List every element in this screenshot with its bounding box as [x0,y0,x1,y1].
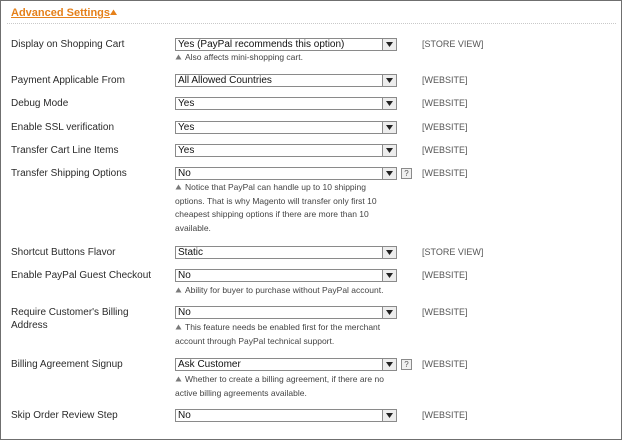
dropdown-button[interactable] [382,307,396,318]
note-text: This feature needs be enabled first for the merchant account through PayPal technical support. [175,322,381,346]
help-button[interactable]: ? [401,168,412,179]
triangle-up-icon [175,376,182,382]
scope-label: [WEBSITE] [422,270,468,280]
scope-label: [WEBSITE] [422,145,468,155]
chevron-down-icon [386,101,393,106]
select-value: No [178,270,191,281]
section-title[interactable]: Advanced Settings [11,7,111,19]
note-text: Ability for buyer to purchase without PayPal account. [185,285,384,295]
scope-label: [WEBSITE] [422,307,468,317]
dropdown-button[interactable] [382,247,396,258]
label-enable-ssl-verification: Enable SSL verification [11,122,115,133]
note-text: Also affects mini-shopping cart. [185,52,303,62]
dropdown-button[interactable] [382,270,396,281]
triangle-up-icon [175,54,182,60]
chevron-down-icon [386,273,393,278]
dropdown-button[interactable] [382,98,396,109]
triangle-up-icon [175,324,182,330]
label-payment-applicable-from: Payment Applicable From [11,75,125,86]
select-debug-mode[interactable] [175,97,397,110]
label-skip-order-review-step: Skip Order Review Step [11,410,118,421]
dropdown-button[interactable] [382,410,396,421]
select-value: All Allowed Countries [178,75,272,86]
select-billing-agreement-signup[interactable] [175,358,397,371]
select-value: Static [178,247,204,258]
chevron-down-icon [386,125,393,130]
select-require-customers-billing-address[interactable] [175,306,397,319]
select-value: No [178,307,191,318]
field-note [175,321,397,348]
scope-label: [WEBSITE] [422,98,468,108]
section-header[interactable] [7,4,616,24]
dropdown-button[interactable] [382,145,396,156]
select-value: Yes [178,122,195,133]
label-enable-paypal-guest-checkout: Enable PayPal Guest Checkout [11,270,152,281]
scope-label: [WEBSITE] [422,168,468,178]
chevron-down-icon [386,148,393,153]
field-note [175,181,397,235]
help-button[interactable]: ? [401,359,412,370]
chevron-down-icon [386,310,393,315]
select-value: Yes (PayPal recommends this option) [178,39,345,50]
chevron-down-icon [386,250,393,255]
triangle-up-icon [175,184,182,190]
select-value: No [178,410,191,421]
select-transfer-shipping-options[interactable] [175,167,397,180]
label-shortcut-buttons-flavor: Shortcut Buttons Flavor [11,247,116,258]
scope-label: [WEBSITE] [422,75,468,85]
select-enable-ssl-verification[interactable] [175,121,397,134]
chevron-down-icon [386,413,393,418]
select-value: Yes [178,98,195,109]
select-value: Yes [178,145,195,156]
scope-label: [WEBSITE] [422,359,468,369]
label-display-on-shopping-cart: Display on Shopping Cart [11,39,125,50]
select-enable-paypal-guest-checkout[interactable] [175,269,397,282]
note-text: Whether to create a billing agreement, if there are no active billing agreements available. [175,374,384,398]
field-note [175,51,397,65]
label-billing-agreement-signup: Billing Agreement Signup [11,359,123,370]
dropdown-button[interactable] [382,122,396,133]
dropdown-button[interactable] [382,75,396,86]
field-note [175,373,397,400]
triangle-up-icon [175,287,182,293]
scope-label: [WEBSITE] [422,122,468,132]
select-display-on-shopping-cart[interactable] [175,38,397,51]
select-transfer-cart-line-items[interactable] [175,144,397,157]
chevron-down-icon [386,171,393,176]
chevron-down-icon [386,42,393,47]
triangle-up-icon[interactable] [109,8,118,17]
dropdown-button[interactable] [382,359,396,370]
scope-label: [WEBSITE] [422,410,468,420]
select-payment-applicable-from[interactable] [175,74,397,87]
field-note [175,284,397,298]
select-value: Ask Customer [178,359,241,370]
dropdown-button[interactable] [382,39,396,50]
label-require-customers-billing-address: Require Customer's Billing Address [11,307,129,331]
label-transfer-shipping-options: Transfer Shipping Options [11,168,127,179]
chevron-down-icon [386,78,393,83]
chevron-down-icon [386,362,393,367]
select-skip-order-review-step[interactable] [175,409,397,422]
select-shortcut-buttons-flavor[interactable] [175,246,397,259]
note-text: Notice that PayPal can handle up to 10 shipping options. That is why Magento will transfer only first 10 cheapest shipping options if there are more than 10 available. [175,182,377,233]
label-transfer-cart-line-items: Transfer Cart Line Items [11,145,119,156]
scope-label: [STORE VIEW] [422,247,484,257]
label-debug-mode: Debug Mode [11,98,69,109]
select-value: No [178,168,191,179]
dropdown-button[interactable] [382,168,396,179]
scope-label: [STORE VIEW] [422,39,484,49]
